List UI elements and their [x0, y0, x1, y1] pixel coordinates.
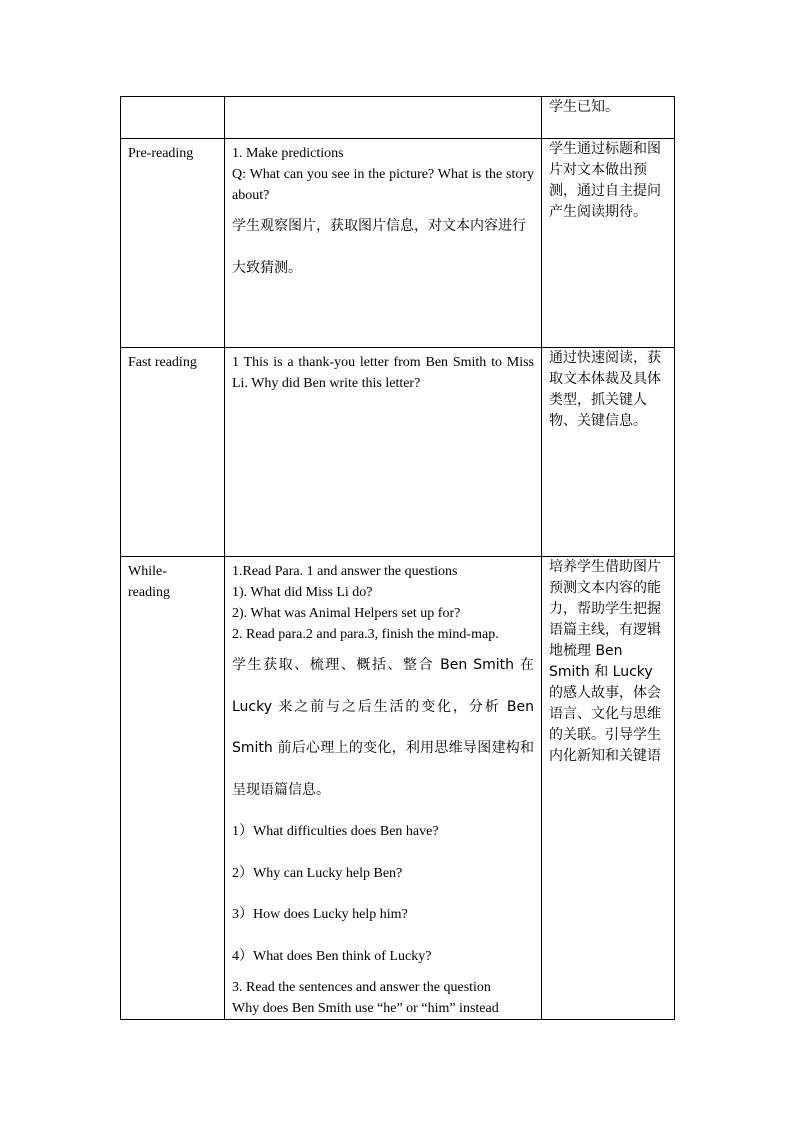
activity-cell — [225, 557, 542, 1020]
activity-line: 3. Read the sentences and answer the question — [232, 980, 491, 995]
activity-note: 学生观察图片，获取图片信息，对文本内容进行大致猜测。 — [232, 218, 526, 276]
activity-question: 4）What does Ben think of Lucky? — [232, 948, 432, 964]
purpose-cell: 学生通过标题和图片对文本做出预测，通过自主提问产生阅读期待。 — [542, 139, 675, 348]
table-row — [121, 557, 675, 1020]
activity-line: 2). What was Animal Helpers set up for? — [232, 606, 461, 621]
purpose-cell: 通过快速阅读，获取文本体裁及具体类型，抓关键人物、关键信息。 — [542, 348, 675, 557]
activity-line: 1. Make predictions — [232, 146, 344, 161]
activity-cell — [225, 97, 542, 139]
activity-cell — [225, 348, 542, 557]
activity-line: 1 This is a thank-you letter from Ben Smith to Miss Li. Why did Ben write this letter? — [232, 355, 534, 391]
lesson-plan-table — [120, 96, 675, 1020]
stage-cell — [121, 97, 225, 139]
purpose-cell: 学生已知。 — [542, 97, 675, 139]
activity-line: 1). What did Miss Li do? — [232, 585, 373, 600]
activity-question: 1）What difficulties does Ben have? — [232, 824, 439, 839]
activity-cell — [225, 139, 542, 348]
table-row — [121, 139, 675, 348]
stage-cell: While-reading — [121, 557, 225, 1020]
activity-line: 1.Read Para. 1 and answer the questions — [232, 564, 458, 579]
activity-question: 2）Why can Lucky help Ben? — [232, 865, 403, 881]
purpose-cell: 培养学生借助图片预测文本内容的能力，帮助学生把握语篇主线，有逻辑地梳理 Ben Smith 和 Lucky 的感人故事，体会语言、文化与思维的关联。引导学生内化新知和关键语 — [542, 557, 675, 1020]
table-row — [121, 348, 675, 557]
activity-line: 2. Read para.2 and para.3, finish the mind-map. — [232, 627, 499, 642]
activity-note: 学生获取、梳理、概括、整合 Ben Smith 在 Lucky 来之前与之后生活的变化，分析 Ben Smith 前后心理上的变化，利用思维导图建构和呈现语篇信息。 — [232, 657, 534, 798]
stage-cell: Fast reading — [121, 348, 225, 557]
stage-cell: Pre-reading — [121, 139, 225, 348]
activity-line: Q: What can you see in the picture? What is the story about? — [232, 167, 534, 203]
table-row — [121, 97, 675, 139]
activity-line: Why does Ben Smith use “he” or “him” instead — [232, 1001, 499, 1016]
activity-question: 3）How does Lucky help him? — [232, 907, 408, 922]
